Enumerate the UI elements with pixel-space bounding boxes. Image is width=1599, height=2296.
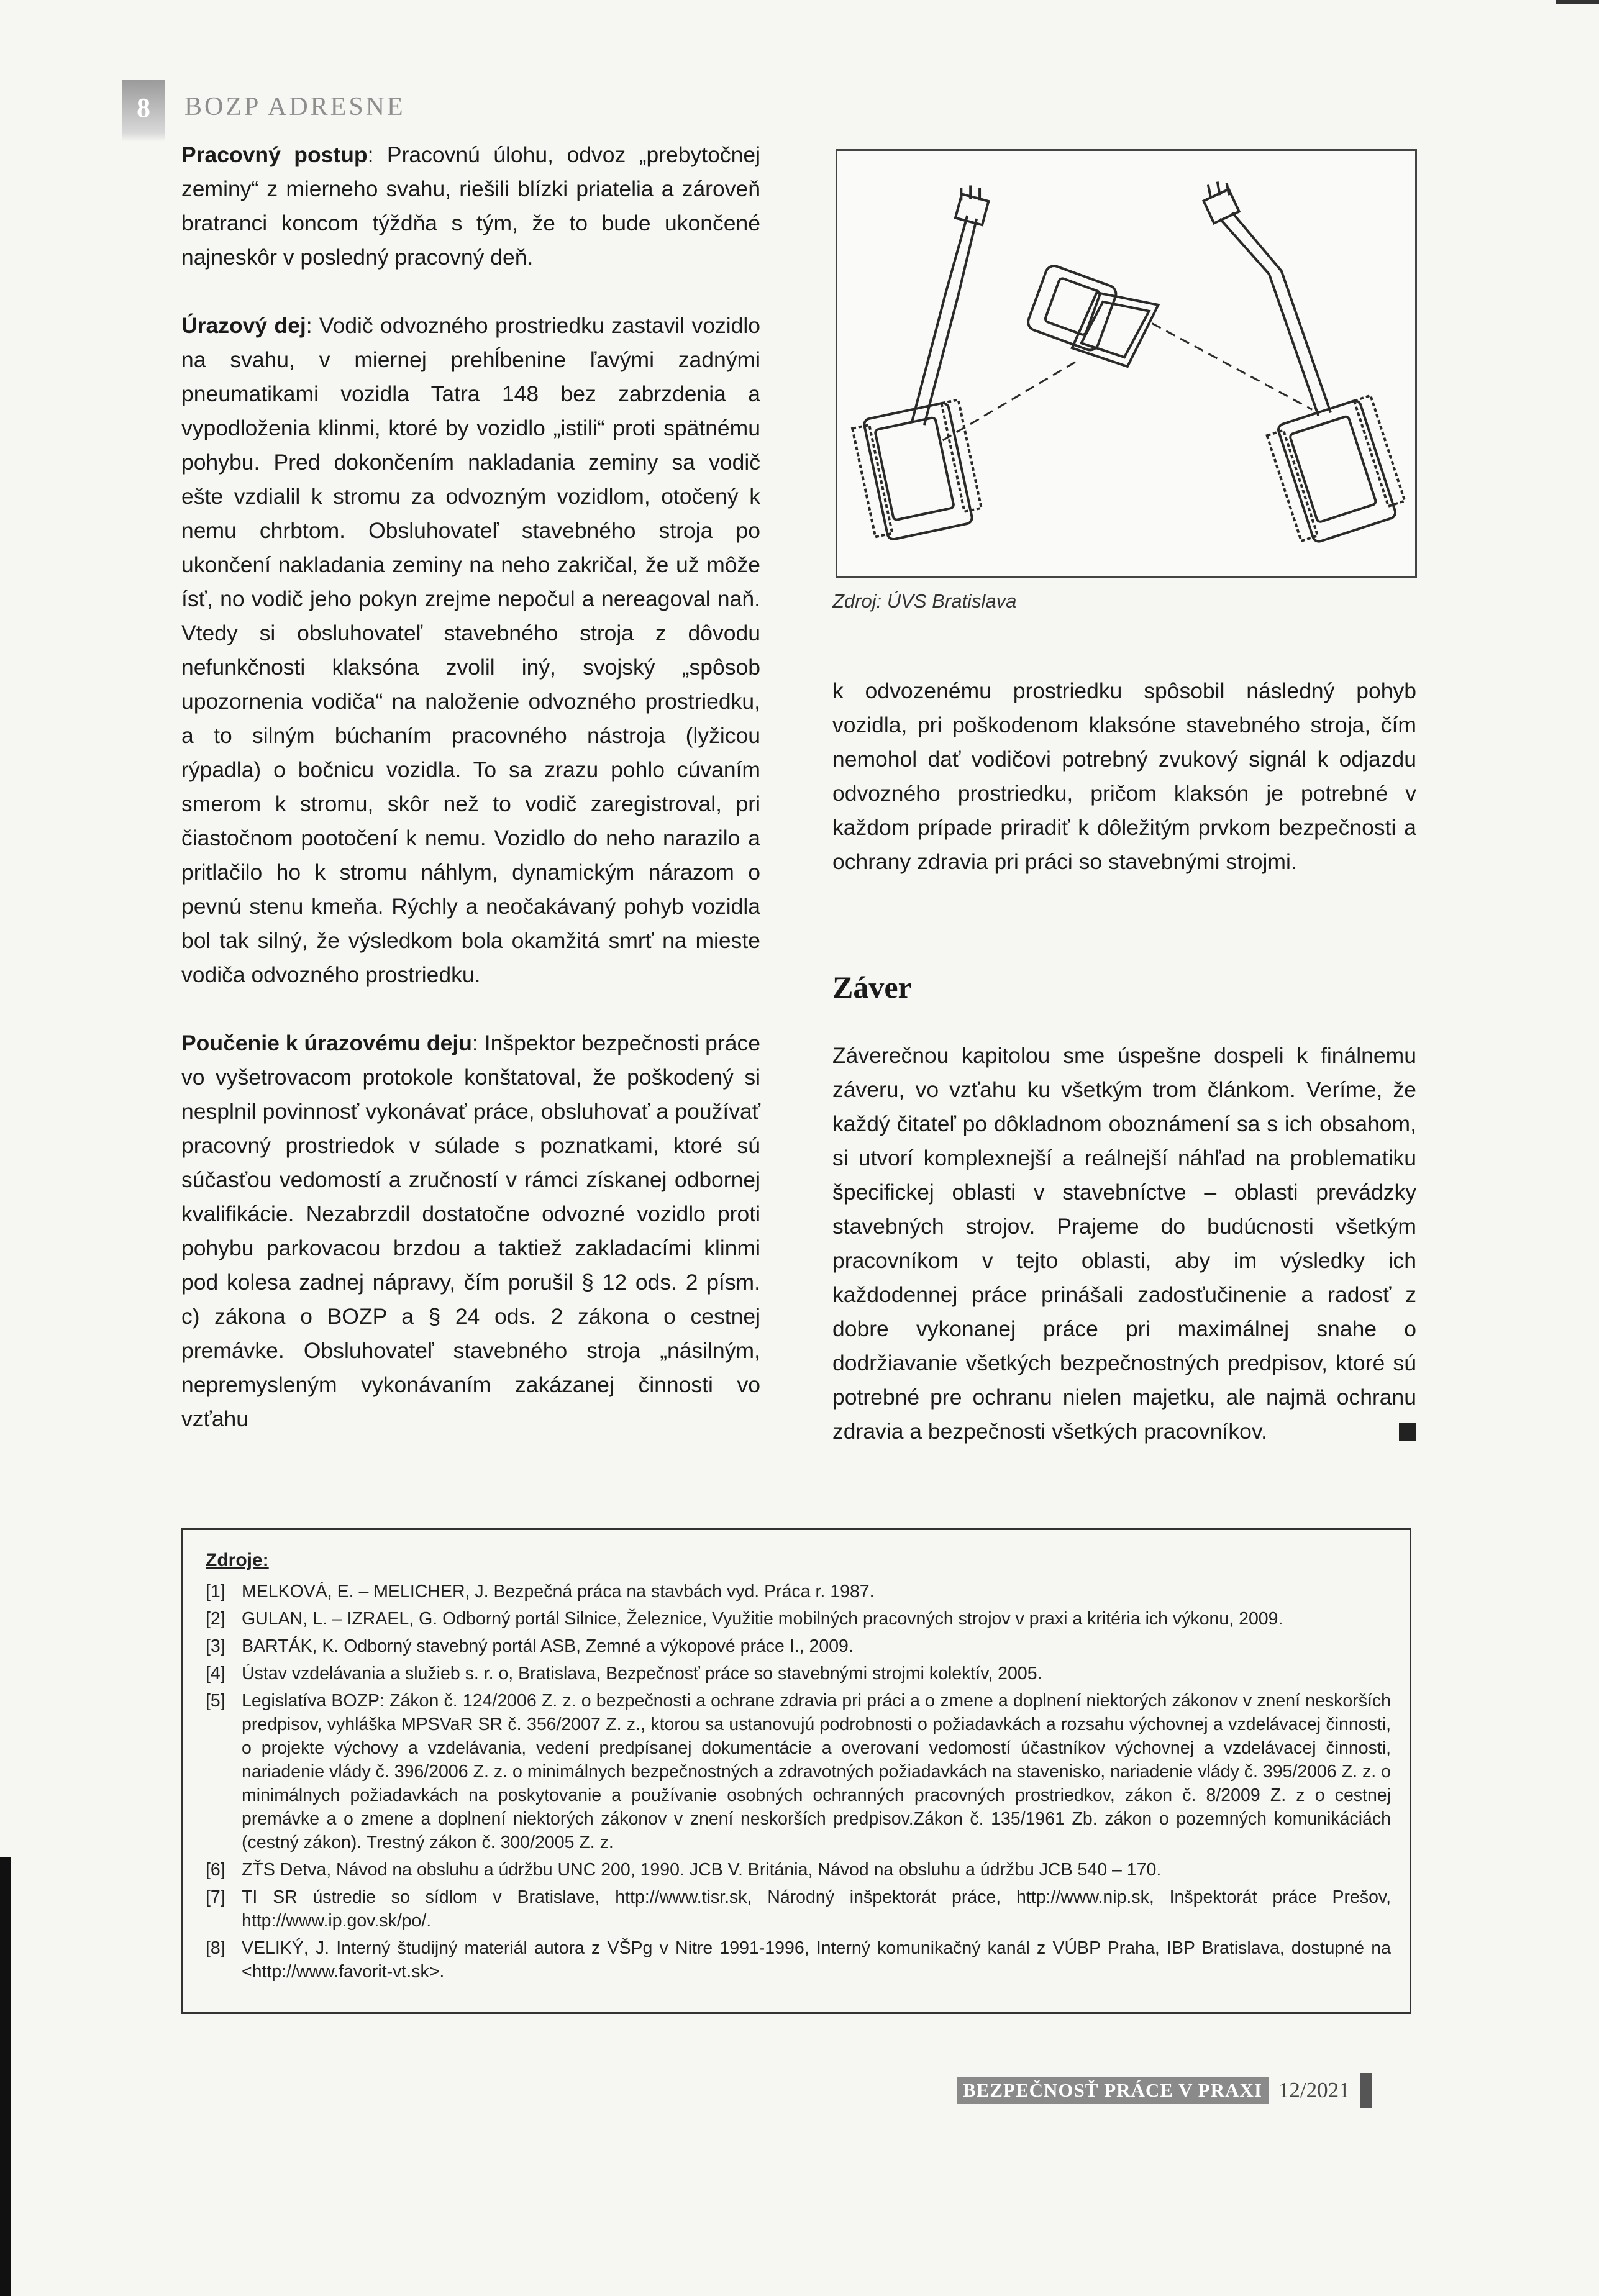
source-item [206,1580,1391,1603]
paragraph-lead: Pracovný postup [181,142,368,167]
paragraph-text: : Pracovnú úlohu, odvoz „prebytočnej zeminy“ z mierneho svahu, riešili blízki priatelia a zároveň bratranci koncom týždňa s tým, že to bude ukončené najneskôr v posledný pracovný deň. [181,142,760,270]
paragraph-lesson [181,1026,760,1436]
source-number: [6] [206,1860,226,1880]
figure-caption: Zdroj: ÚVS Bratislava [832,590,1017,612]
scan-border [0,1857,11,2296]
source-text: VELIKÝ, J. Interný študijný materiál autora z VŠPg v Nitre 1991-1996, Interný komunikačný kanál z VÚBP Praha, IBP Bratislava, dostupné na <http://www.favorit-vt.sk>. [242,1938,1391,1982]
page-number: 8 [122,80,165,142]
source-text: Ústav vzdelávania a služieb s. r. o, Bratislava, Bezpečnosť práce so stavebnými strojmi kolektív, 2005. [242,1664,1042,1683]
magazine-name: BEZPEČNOSŤ PRÁCE V PRAXI [957,2077,1269,2104]
conclusion-heading: Záver [832,970,912,1004]
excavator-truck-drawing [837,151,1415,576]
accident-illustration [836,149,1417,578]
issue-number: 12/2021 [1278,2078,1350,2102]
source-item [206,1885,1391,1933]
source-number: [5] [206,1691,226,1711]
page-footer [957,2076,1372,2105]
right-excavator [1204,182,1405,544]
left-column [181,138,760,1470]
source-item [206,1634,1391,1658]
sources-box [181,1528,1411,2014]
source-item [206,1607,1391,1631]
source-text: GULAN, L. – IZRAEL, G. Odborný portál Silnice, Železnice, Využitie mobilných pracovných strojov v praxi a kritéria ich výkonu, 2009. [242,1609,1283,1629]
source-item [206,1662,1391,1685]
source-text: MELKOVÁ, E. – MELICHER, J. Bezpečná práca na stavbách vyd. Práca r. 1987. [242,1582,875,1601]
source-text: TI SR ústredie so sídlom v Bratislave, http://www.tisr.sk, Národný inšpektorát práce, http://www.nip.sk, Inšpektorát práce Prešov, http://www.ip.gov.sk/po/. [242,1887,1391,1931]
paragraph-text: k odvozenému prostriedku spôsobil následný pohyb vozidla, pri poškodenom klaksóne stavebného stroja, čím nemohol dať vodičovi potrebný zvukový signál k odjazdu odvozného prostriedku, pričom klaksón je potrebné v každom prípade priradiť k dôležitým prvkom bezpečnosti a ochrany zdravia pri práci so stavebnými strojmi. [832,678,1416,874]
left-excavator [852,186,988,540]
end-of-article-mark [1399,1423,1416,1441]
conclusion-column [832,1039,1416,1483]
truck [1026,263,1158,367]
source-item [206,1936,1391,1984]
source-text: ZŤS Detva, Návod na obsluhu a údržbu UNC 200, 1990. JCB V. Británia, Návod na obsluhu a údržbu JCB 540 – 170. [242,1860,1162,1880]
source-item [206,1689,1391,1854]
source-number: [7] [206,1887,226,1907]
paragraph-accident [181,309,760,992]
source-number: [3] [206,1636,226,1656]
scan-border-top [1556,0,1599,4]
source-number: [1] [206,1582,226,1601]
section-title: BOZP ADRESNE [184,93,406,121]
source-number: [4] [206,1664,226,1683]
paragraph-lead: Poučenie k úrazovému deju [181,1031,472,1055]
source-text: BARTÁK, K. Odborný stavebný portál ASB, Zemné a výkopové práce I., 2009. [242,1636,854,1656]
source-number: [2] [206,1609,226,1629]
paragraph-work-procedure [181,138,760,275]
sources-heading: Zdroje: [206,1550,269,1570]
paragraph-text: Záverečnou kapitolou sme úspešne dospeli k finálnemu záveru, vo vzťahu ku všetkým trom článkom. Veríme, že každý čitateľ po dôkladnom oboznámení sa s ich obsahom, si utvorí komplexnejší a reálnejší náhľad na problematiku špecifickej oblasti v stavebníctve – oblasti prevádzky stavebných strojov. Prajeme do budúcnosti všetkým pracovníkom v tejto oblasti, aby im výsledky ich každodennej práce prinášali zadosťučinenie a radosť z dobre vykonanej práce pri maximálnej snahe o dodržiavanie všetkých bezpečnostných predpisov, ktoré sú potrebné pre ochranu nielen majetku, ale najmä ochranu zdravia a bezpečnosti všetkých pracovníkov. [832,1043,1416,1444]
source-text: Legislatíva BOZP: Zákon č. 124/2006 Z. z. o bezpečnosti a ochrane zdravia pri práci a o zmene a doplnení niektorých zákonov v znení neskorších predpisov, vyhláška MPSVaR SR č. 356/2007 Z. z., ktorou sa ustanovujú podrobnosti o požiadavkách a rozsahu výchovnej a vzdelávacej činnosti, o projekte výchovy a vzdelávania, vedení predpísanej dokumentácie a overovaní vedomostí účastníkov výchovnej a vzdelávacej činnosti, nariadenie vlády č. 396/2006 Z. z. o minimálnych bezpečnostných a zdravotných požiadavkách na stavenisko, nariadenie vlády č. 395/2006 Z. z. o minimálnych požiadavkách na poskytovanie a používanie osobných ochranných pracovných prostriedkov, zákon č. 8/2009 Z. z o cestnej premávke a o zmene a doplnení niektorých zákonov v znení neskorších predpisov.Zákon č. 135/1961 Zb. zákon o pozemných komunikáciách (cestný zákon). Trestný zákon č. 300/2005 Z. z. [242,1691,1391,1852]
paragraph-text: : Inšpektor bezpečnosti práce vo vyšetrovacom protokole konštatoval, že poškodený si nesplnil povinnosť vykonávať práce, obsluhovať a používať pracovný prostriedok v súlade s poznatkami, ktoré sú súčasťou vedomostí a zručností v rámci získanej odbornej kvalifikácie. Nezabrzdil dostatočne odvozné vozidlo proti pohybu parkovacou brzdou a taktiež zakladacími klinmi pod kolesa zadnej nápravy, čím porušil § 12 ods. 2 písm. c) zákona o BOZP a § 24 ods. 2 zákona o cestnej premávke. Obsluhovateľ stavebného stroja „násilným, nepremysleným vykonávaním zakázanej činnosti vo vzťahu [181,1031,760,1431]
footer-bar [1360,2073,1372,2108]
source-number: [8] [206,1938,226,1958]
source-item [206,1858,1391,1882]
paragraph-text: : Vodič odvozného prostriedku zastavil vozidlo na svahu, v miernej prehĺbenine ľavými zadnými pneumatikami vozidla Tatra 148 bez zabrzdenia a vypodloženia klinmi, ktoré by vozidlo „istili“ proti spätnému pohybu. Pred dokončením nakladania zeminy sa vodič ešte vzdialil k stromu za odvozným vozidlom, otočený k nemu chrbtom. Obsluhovateľ stavebného stroja po ukončení nakladania zeminy na neho zakričal, že už môže ísť, no vodič jeho pokyn zrejme nepočul a nereagoval naň. Vtedy si obsluhovateľ stavebného stroja z dôvodu nefunkčnosti klaksóna zvolil iný, svojský „spôsob upozornenia vodiča“ na naloženie odvozného prostriedku, a to silným búchaním pracovného nástroja (lyžicou rýpadla) o bočnicu vozidla. To sa zrazu pohlo cúvaním smerom k stromu, skôr než to vodič zaregistroval, pri čiastočnom pootočení k nemu. Vozidlo do neho narazilo a pritlačilo ho k stromu náhlym, dynamickým nárazom o pevnú stenu kmeňa. Rýchly a neočakávaný pohyb vozidla bol tak silný, že výsledkom bola okamžitá smrť na mieste vodiča odvozného prostriedku. [181,313,761,987]
conclusion-text [832,1039,1416,1449]
right-column-continuation [832,674,1416,913]
paragraph-lead: Úrazový dej [181,313,306,338]
